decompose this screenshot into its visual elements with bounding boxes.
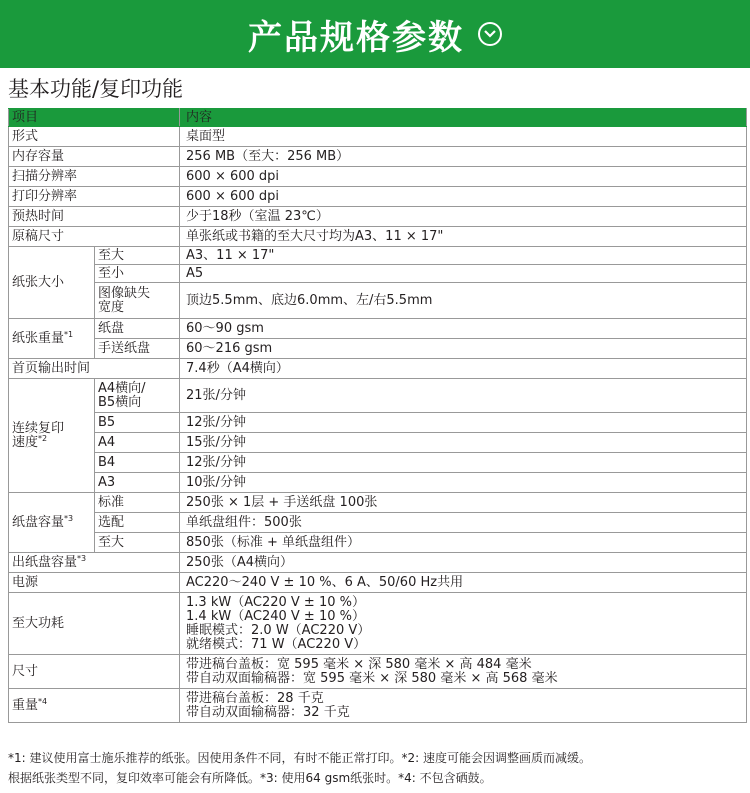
table-row xyxy=(9,283,747,319)
row-label: 预热时间 xyxy=(9,207,180,227)
row-value: A5 xyxy=(180,265,747,283)
row-value: 60～90 gsm xyxy=(180,319,747,339)
group-label-text: 速度 xyxy=(12,434,39,450)
chevron-down-circle-icon xyxy=(478,22,502,46)
sub-label: A3 xyxy=(95,473,180,493)
table-row xyxy=(9,359,747,379)
row-value: AC220～240 V ± 10 %、6 A、50/60 Hz共用 xyxy=(180,573,747,593)
sub-label xyxy=(95,379,180,413)
table-row xyxy=(9,127,747,147)
footnote-line: 根据纸张类型不同，复印效率可能会有所降低。*3: 使用64 gsm纸张时。*4: 不包含硒鼓。 xyxy=(8,771,492,785)
sub-label-line: 图像缺失 xyxy=(98,285,151,301)
row-value: 250张 × 1层 + 手送纸盘 100张 xyxy=(180,493,747,513)
row-value: 桌面型 xyxy=(180,127,747,147)
row-label: 形式 xyxy=(9,127,180,147)
table-row xyxy=(9,655,747,689)
group-label-text: 纸张重量 xyxy=(12,330,65,346)
row-label-text: 出纸盘容量 xyxy=(12,554,78,570)
table-row xyxy=(9,379,747,413)
row-value: 单纸盘组件：500张 xyxy=(180,513,747,533)
row-label: 扫描分辨率 xyxy=(9,167,180,187)
group-label xyxy=(9,319,95,359)
table-row xyxy=(9,513,747,533)
row-value: A3、11 × 17" xyxy=(180,247,747,265)
row-value: 600 × 600 dpi xyxy=(180,167,747,187)
row-label: 至大功耗 xyxy=(9,593,180,655)
footnote-mark: *4 xyxy=(38,696,48,706)
table-row xyxy=(9,339,747,359)
row-value: 15张/分钟 xyxy=(180,433,747,453)
row-value: 12张/分钟 xyxy=(180,453,747,473)
row-label: 首页输出时间 xyxy=(9,359,180,379)
table-row xyxy=(9,167,747,187)
table-row xyxy=(9,247,747,265)
row-label xyxy=(9,553,180,573)
row-value: 少于18秒（室温 23℃） xyxy=(180,207,747,227)
footnote-mark: *3 xyxy=(77,553,87,563)
group-label xyxy=(9,493,95,553)
sub-label-line: B5横向 xyxy=(98,394,142,410)
row-label xyxy=(9,689,180,723)
sub-label-line: A4横向/ xyxy=(98,380,146,396)
value-line: 1.4 kW（AC240 V ± 10 %） xyxy=(186,608,365,624)
row-value: 21张/分钟 xyxy=(180,379,747,413)
header-content: 内容 xyxy=(180,109,747,127)
section-title: 基本功能/复印功能 xyxy=(8,77,184,101)
sub-label: B5 xyxy=(95,413,180,433)
row-value xyxy=(180,689,747,723)
row-label: 打印分辨率 xyxy=(9,187,180,207)
value-line: 带自动双面输稿器：宽 595 毫米 × 深 580 毫米 × 高 568 毫米 xyxy=(186,670,558,686)
row-value: 10张/分钟 xyxy=(180,473,747,493)
group-label xyxy=(9,379,95,493)
header-item: 项目 xyxy=(9,109,180,127)
table-row xyxy=(9,493,747,513)
table-row xyxy=(9,265,747,283)
footnote-mark: *1 xyxy=(64,329,74,339)
sub-label: 至大 xyxy=(95,533,180,553)
table-row xyxy=(9,433,747,453)
table-row xyxy=(9,473,747,493)
row-label: 内存容量 xyxy=(9,147,180,167)
table-row xyxy=(9,593,747,655)
row-label: 原稿尺寸 xyxy=(9,227,180,247)
row-value: 7.4秒（A4横向） xyxy=(180,359,747,379)
row-value: 600 × 600 dpi xyxy=(180,187,747,207)
spec-table xyxy=(8,108,747,723)
table-row xyxy=(9,147,747,167)
banner-title: 产品规格参数 xyxy=(248,17,464,58)
table-header-row xyxy=(9,109,747,127)
table-row xyxy=(9,533,747,553)
sub-label: 标准 xyxy=(95,493,180,513)
table-row xyxy=(9,689,747,723)
sub-label: 手送纸盘 xyxy=(95,339,180,359)
value-line: 带进稿台盖板：宽 595 毫米 × 深 580 毫米 × 高 484 毫米 xyxy=(186,656,532,672)
row-label: 电源 xyxy=(9,573,180,593)
table-row xyxy=(9,227,747,247)
table-row xyxy=(9,453,747,473)
value-line: 带进稿台盖板：28 千克 xyxy=(186,690,324,706)
row-value: 850张（标准 + 单纸盘组件） xyxy=(180,533,747,553)
table-row xyxy=(9,573,747,593)
table-row xyxy=(9,553,747,573)
sub-label xyxy=(95,283,180,319)
group-label: 纸张大小 xyxy=(9,247,95,319)
value-line: 睡眠模式：2.0 W（AC220 V） xyxy=(186,622,371,638)
banner xyxy=(0,0,750,68)
table-row xyxy=(9,207,747,227)
sub-label: A4 xyxy=(95,433,180,453)
row-value: 12张/分钟 xyxy=(180,413,747,433)
row-value xyxy=(180,655,747,689)
sub-label: 至小 xyxy=(95,265,180,283)
table-row xyxy=(9,413,747,433)
sub-label: B4 xyxy=(95,453,180,473)
row-value: 单张纸或书籍的至大尺寸均为A3、11 × 17" xyxy=(180,227,747,247)
row-value: 256 MB（至大：256 MB） xyxy=(180,147,747,167)
row-value xyxy=(180,593,747,655)
sub-label: 选配 xyxy=(95,513,180,533)
table-row xyxy=(9,187,747,207)
row-label: 尺寸 xyxy=(9,655,180,689)
value-line: 就绪模式：71 W（AC220 V） xyxy=(186,636,367,652)
footnote-line: *1: 建议使用富士施乐推荐的纸张。因使用条件不同，有时不能正常打印。*2: 速度可能会因调整画质而减缓。 xyxy=(8,751,591,765)
footnote-mark: *2 xyxy=(38,433,48,443)
row-label-text: 重量 xyxy=(12,697,39,713)
row-value: 60～216 gsm xyxy=(180,339,747,359)
group-label-text: 纸盘容量 xyxy=(12,514,65,530)
table-row xyxy=(9,319,747,339)
group-label-text: 连续复印 xyxy=(12,420,65,436)
footnote xyxy=(8,748,748,788)
row-value: 250张（A4横向） xyxy=(180,553,747,573)
value-line: 1.3 kW（AC220 V ± 10 %） xyxy=(186,594,365,610)
value-line: 带自动双面输稿器：32 千克 xyxy=(186,704,350,720)
sub-label-line: 宽度 xyxy=(98,299,125,315)
row-value: 顶边5.5mm、底边6.0mm、左/右5.5mm xyxy=(180,283,747,319)
sub-label: 纸盘 xyxy=(95,319,180,339)
footnote-mark: *3 xyxy=(64,513,74,523)
sub-label: 至大 xyxy=(95,247,180,265)
